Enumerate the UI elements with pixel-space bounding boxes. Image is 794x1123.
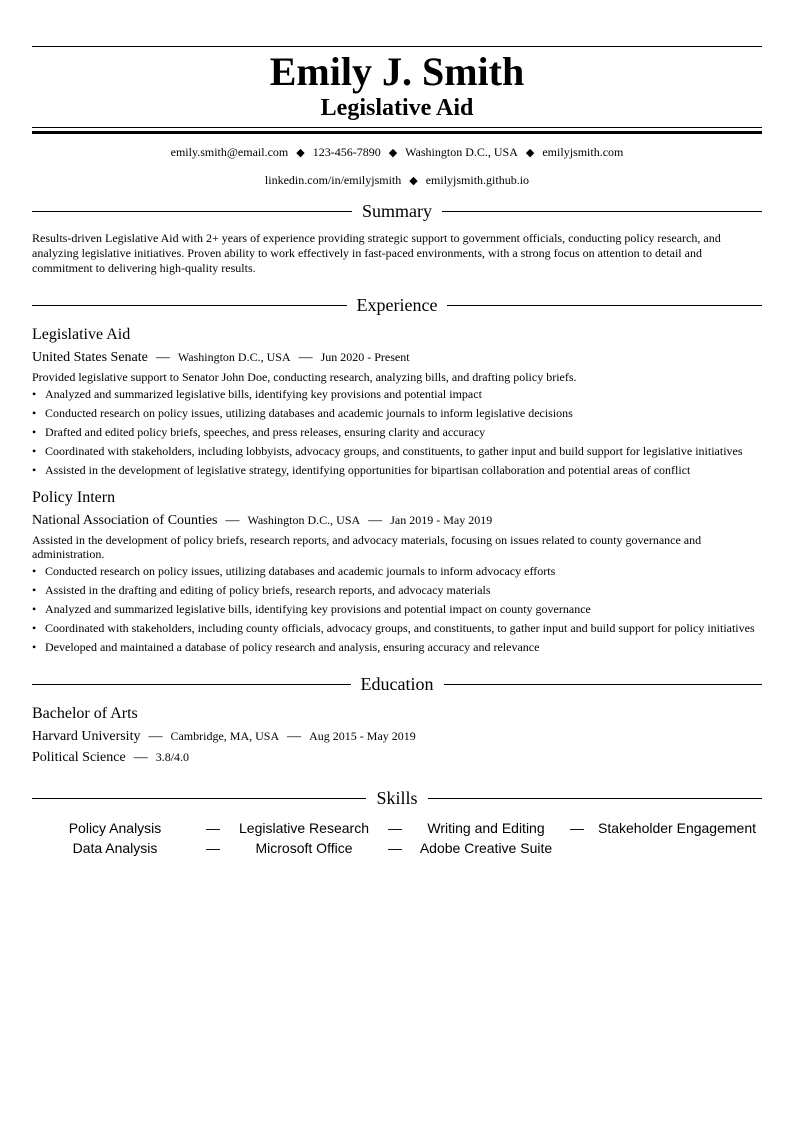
contact-line-1 [32, 145, 762, 160]
diamond-icon: ◆ [525, 147, 535, 159]
bullet-text: Conducted research on policy issues, utilizing databases and academic journals to inform legislative decisions [45, 406, 573, 420]
contact-linkedin[interactable]: linkedin.com/in/emilyjsmith [264, 173, 402, 187]
section-rule [32, 305, 347, 306]
bullet-icon: • [32, 583, 37, 597]
dash-separator: — [148, 729, 163, 744]
section-title: Education [360, 674, 434, 694]
skill-item: Stakeholder Engagement [598, 820, 756, 836]
list-item [32, 444, 762, 459]
section-rule [447, 305, 762, 306]
bullet-icon: • [32, 387, 37, 401]
job-title: Policy Intern [32, 489, 116, 506]
gpa: 3.8/4.0 [155, 750, 190, 764]
list-item [32, 621, 762, 636]
dash-separator: — [570, 820, 584, 836]
education-entry [32, 704, 762, 767]
major: Political Science [32, 750, 126, 765]
job-description: Provided legislative support to Senator John Doe, conducting research, analyzing bills, and drafting policy briefs. [32, 370, 577, 384]
job-entry [32, 488, 762, 655]
dash-separator: — [388, 820, 402, 836]
skill-item: Legislative Research [239, 820, 369, 836]
bullet-text: Developed and maintained a database of policy research and analysis, ensuring accuracy and relevance [45, 640, 540, 654]
school-location: Cambridge, MA, USA [170, 729, 280, 743]
contact-line-2 [32, 173, 762, 188]
bullet-text: Conducted research on policy issues, utilizing databases and academic journals to inform advocacy efforts [45, 564, 556, 578]
list-item [32, 583, 762, 598]
diamond-icon: ◆ [388, 147, 398, 159]
dash-separator: — [298, 350, 313, 365]
job-bullets [32, 564, 762, 655]
bullet-icon: • [32, 602, 37, 616]
section-title: Skills [376, 788, 418, 808]
summary-heading [32, 200, 762, 222]
degree: Bachelor of Arts [32, 705, 138, 722]
education-major-line [32, 748, 762, 767]
section-rule [32, 211, 352, 212]
bullet-icon: • [32, 425, 37, 439]
list-item [32, 406, 762, 421]
header-rule-thin [32, 127, 762, 128]
list-item [32, 564, 762, 579]
bullet-icon: • [32, 463, 37, 477]
skill-item: Writing and Editing [427, 820, 545, 836]
section-title: Summary [362, 201, 432, 221]
list-item [32, 602, 762, 617]
bullet-text: Analyzed and summarized legislative bills, identifying key provisions and potential impact on county governance [45, 602, 591, 616]
job-location: Washington D.C., USA [177, 350, 291, 364]
bullet-icon: • [32, 621, 37, 635]
education-meta [32, 727, 762, 746]
bullet-text: Analyzed and summarized legislative bills, identifying key provisions and potential impact [45, 387, 482, 401]
section-rule [428, 798, 762, 799]
skills-heading [32, 787, 762, 809]
candidate-title: Legislative Aid [320, 95, 474, 121]
dash-separator: — [388, 840, 402, 856]
candidate-name: Emily J. Smith [269, 49, 525, 94]
skills-row [32, 838, 762, 858]
list-item [32, 640, 762, 655]
contact-github[interactable]: emilyjsmith.github.io [425, 173, 530, 187]
job-description: Assisted in the development of policy briefs, research reports, and advocacy materials, focusing on issues related to county governance and administration. [32, 533, 702, 561]
section-rule [32, 798, 366, 799]
header-top-rule [32, 46, 762, 47]
contact-location: Washington D.C., USA [405, 145, 518, 159]
list-item [32, 425, 762, 440]
list-item [32, 387, 762, 402]
skill-item: Policy Analysis [68, 820, 162, 836]
school: Harvard University [32, 729, 141, 744]
job-title: Legislative Aid [32, 326, 131, 343]
dash-separator: — [133, 750, 148, 765]
bullet-icon: • [32, 564, 37, 578]
resume-page [32, 46, 762, 858]
job-meta [32, 348, 762, 367]
bullet-text: Coordinated with stakeholders, including county officials, advocacy groups, and constituents, to gather input and build support for policy initiatives [45, 621, 755, 635]
contact-email[interactable]: emily.smith@email.com [170, 145, 289, 159]
bullet-text: Assisted in the development of legislative strategy, identifying opportunities for bipartisan collaboration and potential areas of conflict [45, 463, 691, 477]
dash-separator: — [287, 729, 302, 744]
job-org: United States Senate [32, 350, 148, 365]
dash-separator: — [225, 513, 240, 528]
dash-separator: — [206, 840, 220, 856]
dash-separator: — [368, 513, 383, 528]
diamond-icon: ◆ [409, 175, 418, 187]
skills-grid [32, 818, 762, 858]
experience-heading [32, 294, 762, 316]
job-org: National Association of Counties [32, 513, 218, 528]
education-dates: Aug 2015 - May 2019 [309, 729, 416, 743]
contact-phone[interactable]: 123-456-7890 [312, 145, 381, 159]
dash-separator: — [206, 820, 220, 836]
bullet-text: Coordinated with stakeholders, including lobbyists, advocacy groups, and constituents, to gather input and build support for legislative initiatives [45, 444, 743, 458]
bullet-icon: • [32, 444, 37, 458]
education-heading [32, 673, 762, 695]
job-location: Washington D.C., USA [247, 513, 361, 527]
skills-row [32, 818, 762, 838]
section-rule [32, 684, 351, 685]
job-entry [32, 325, 762, 478]
contact-website[interactable]: emilyjsmith.com [542, 145, 624, 159]
bullet-text: Assisted in the drafting and editing of policy briefs, research reports, and advocacy materials [45, 583, 491, 597]
skill-item: Adobe Creative Suite [419, 840, 553, 856]
bullet-icon: • [32, 640, 37, 654]
skill-item: Data Analysis [72, 840, 158, 856]
job-bullets [32, 387, 762, 478]
summary-text: Results-driven Legislative Aid with 2+ years of experience providing strategic support to government officials, conducting policy research, and analyzing legislative initiatives. Proven ability to work effectively in fast-paced environments, with a strong focus on attention to detail and commitment to delivering high-quality results. [32, 231, 721, 275]
section-title: Experience [356, 295, 438, 315]
diamond-icon: ◆ [296, 147, 305, 159]
dash-separator: — [155, 350, 170, 365]
job-dates: Jun 2020 - Present [320, 350, 410, 364]
list-item [32, 463, 762, 478]
header-rule-thick [32, 131, 762, 134]
bullet-icon: • [32, 406, 37, 420]
section-rule [442, 211, 762, 212]
job-dates: Jan 2019 - May 2019 [390, 513, 493, 527]
skill-item: Microsoft Office [255, 840, 353, 856]
job-meta [32, 511, 762, 530]
bullet-text: Drafted and edited policy briefs, speeches, and press releases, ensuring clarity and accuracy [45, 425, 486, 439]
section-rule [444, 684, 763, 685]
